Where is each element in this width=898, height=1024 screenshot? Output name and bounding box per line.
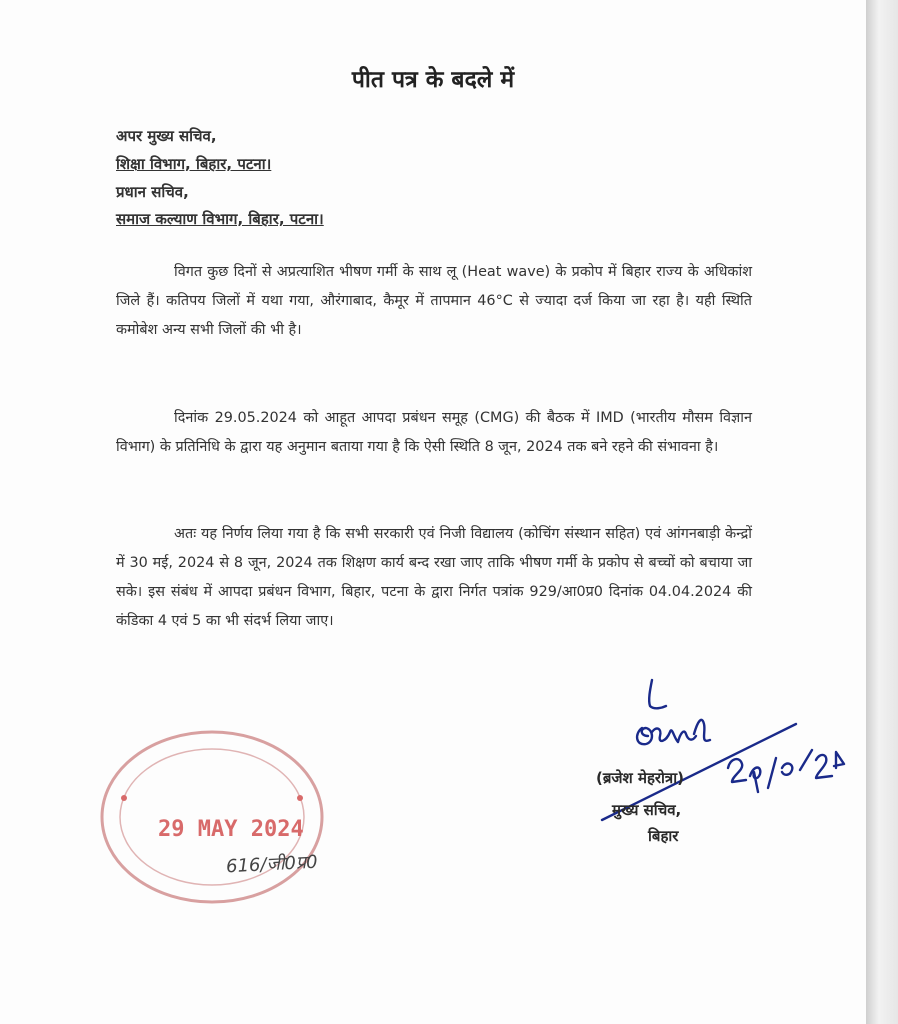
- signatory-designation: मुख्य सचिव,: [612, 801, 682, 819]
- page-edge: [866, 0, 898, 1024]
- paragraph-1: विगत कुछ दिनों से अप्रत्याशित भीषण गर्मी के साथ लू (Heat wave) के प्रकोप में बिहार राज्य के अधिकांश जिले हैं। कतिपय जिलों में यथा गया, औरंगाबाद, कैमूर में तापमान 46°C से ज्यादा दर्ज किया जा रहा है। यही स्थिति कमोबेश अन्य सभी जिलों की भी है।: [116, 264, 752, 338]
- signatory-state: बिहार: [648, 827, 679, 845]
- receipt-stamp: [98, 728, 326, 906]
- addressee-1-line-1: अपर मुख्य सचिव,: [116, 127, 217, 145]
- signatory-name: (ब्रजेश मेहरोत्रा): [596, 769, 684, 787]
- addressee-2-line-2: समाज कल्याण विभाग, बिहार, पटना।: [116, 210, 324, 228]
- stamp-handwritten-ref: 616/जी0प्र0: [225, 851, 319, 878]
- addressee-2-line-1: प्रधान सचिव,: [116, 183, 189, 201]
- paragraph-2: दिनांक 29.05.2024 को आहूत आपदा प्रबंधन समूह (CMG) की बैठक में IMD (भारतीय मौसम विज्ञान विभाग) के प्रतिनिधि के द्वारा यह अनुमान बताया गया है कि ऐसी स्थिति 8 जून, 2024 तक बने रहने की संभावना है।: [116, 410, 752, 455]
- stamp-date: 29 MAY 2024: [158, 817, 304, 842]
- addressee-1-line-2: शिक्षा विभाग, बिहार, पटना।: [116, 155, 272, 173]
- document-title: पीत पत्र के बदले में: [351, 67, 515, 93]
- paragraph-3: अतः यह निर्णय लिया गया है कि सभी सरकारी एवं निजी विद्यालय (कोचिंग संस्थान सहित) एवं आंगनबाड़ी केन्द्रों में 30 मई, 2024 से 8 जून, 2024 तक शिक्षण कार्य बन्द रखा जाए ताकि भीषण गर्मी के प्रकोप से बच्चों को बचाया जा सके। इस संबंध में आपदा प्रबंधन विभाग, बिहार, पटना के द्वारा निर्गत पत्रांक 929/आ0प्र0 दिनांक 04.04.2024 की कंडिका 4 एवं 5 का भी संदर्भ लिया जाए।: [116, 526, 752, 629]
